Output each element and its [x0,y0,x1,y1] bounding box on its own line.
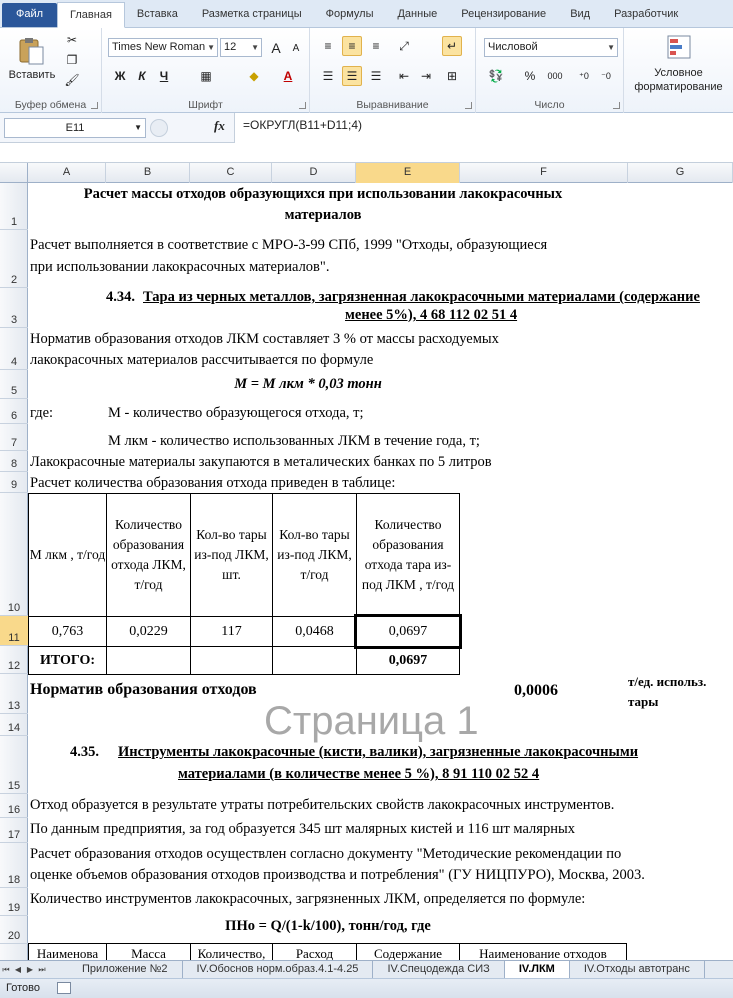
text-row-17: По данным предприятия, за год образуется 345 шт малярных кистей и 116 шт малярных [30,821,575,837]
row-header[interactable]: 1 [0,183,28,230]
align-bottom-icon[interactable]: ≡ [372,39,380,53]
text-row-18-line-1: Расчет образования отходов осуществлен согласно документу "Методические рекомендации по [30,846,622,862]
row-header[interactable]: 3 [0,288,28,328]
text-row-8: Лакокрасочные материалы закупаются в металических банках по 5 литров [30,454,492,470]
italic-button[interactable]: К [138,69,146,83]
insert-function-button[interactable]: fx [214,118,225,133]
table-header-cell[interactable]: Масса [106,943,191,960]
font-dialog-launcher[interactable] [299,102,306,109]
row-header[interactable]: 9 [0,472,28,493]
row-header[interactable]: 4 [0,328,28,370]
status-bar [0,978,733,998]
table-cell[interactable] [190,646,273,675]
norm-label: Норматив образования отходов [30,681,257,698]
borders-icon[interactable]: ▦ [200,69,212,83]
table-header-cell[interactable]: Расход [272,943,357,960]
tab-home[interactable]: Главная [57,2,125,28]
tab-page-layout[interactable]: Разметка страницы [201,8,302,20]
text-row-9: Расчет количества образования отхода приведен в таблице: [30,475,396,491]
page-break-watermark: Страница 1 [264,699,479,743]
last-sheet-icon[interactable]: ⏭ [38,964,46,974]
tab-insert[interactable]: Вставка [136,8,178,20]
text-row-16: Отход образуется в результате утраты потребительских свойств лакокрасочных инструментов. [30,797,615,813]
tab-file[interactable]: Файл [2,3,57,27]
format-painter-icon[interactable]: 🖌 [64,73,80,87]
row-header[interactable]: 2 [0,230,28,288]
sheet-tab[interactable]: IV.Спецодежда СИЗ [373,961,504,979]
prev-sheet-icon[interactable]: ◀ [14,965,22,974]
row-header[interactable]: 13 [0,674,28,714]
table-header-cell[interactable]: Кол-во тары из-под ЛКМ, т/год [272,493,357,617]
text-row-2-line-1: Расчет выполняется в соответствие с МРО-3-99 СПб, 1999 "Отходы, образующиеся [30,237,548,253]
paste-button[interactable] [8,32,54,70]
table-header-cell[interactable]: Количество образования отхода тара из-под ЛКМ , т/год [356,493,460,617]
alignment-label: Выравнивание [356,99,429,111]
row-header[interactable]: 7 [0,424,28,451]
status-text: Готово [6,982,40,994]
sheet-tab[interactable]: Приложение №2 [68,961,183,979]
table-header-cell[interactable]: Наименование отходов [459,943,627,960]
row-header[interactable]: 8 [0,451,28,472]
column-header-d[interactable]: D [272,163,356,183]
title-line-2: материалов [284,207,362,223]
row-headers [0,183,28,960]
section-title-4-35-line-1: Инструменты лакокрасочные (кисти, валики), загрязненные лакокрасочными [118,744,639,760]
column-header-a[interactable]: A [28,163,106,183]
decrease-indent-icon[interactable]: ⇤ [398,69,410,83]
clipboard-label: Буфер обмена [14,99,87,111]
select-all-corner[interactable] [0,163,28,183]
row-header[interactable]: 11 [0,616,28,646]
row-header[interactable]: 18 [0,843,28,888]
section-title-4-35-line-2: материалами (в количестве менее 5 %), 8 91 110 02 52 4 [178,766,540,782]
text-row-6-definition: М - количество образующегося отхода, т; [108,405,364,421]
chevron-down-icon: ▼ [607,43,615,52]
text-row-4-line-1: Норматив образования отходов ЛКМ составляет 3 % от массы расходуемых [30,331,499,347]
currency-icon[interactable]: 💱 [488,69,504,83]
tab-formulas[interactable]: Формулы [325,8,374,20]
norm-value: 0,0006 [514,682,558,699]
row-header[interactable]: 15 [0,736,28,794]
font-color-icon[interactable]: A [283,69,293,83]
merge-center-icon[interactable]: ⊞ [446,69,458,83]
total-label-cell[interactable]: ИТОГО: [28,646,107,675]
table-cell[interactable]: 0,763 [28,616,107,647]
table-header-cell[interactable]: Наименова [28,943,107,960]
column-header-b[interactable]: B [106,163,190,183]
row-header[interactable]: 5 [0,370,28,399]
tab-view[interactable]: Вид [570,8,591,20]
sheet-tab[interactable]: IV.Отходы автотранс [570,961,705,979]
column-headers [0,163,733,183]
table-cell[interactable]: 0,0468 [272,616,357,647]
table-cell[interactable] [106,646,191,675]
formula-bar [0,113,733,143]
title-line-1: Расчет массы отходов образующихся при использовании лакокрасочных [83,186,563,202]
row-header[interactable]: 16 [0,794,28,818]
table-header-cell[interactable]: Количество образования отхода ЛКМ, т/год [106,493,191,617]
sheet-tab[interactable]: IV.Обоснов норм.образ.4.1-4.25 [183,961,374,979]
table-header-cell[interactable]: М лкм , т/год [28,493,107,617]
row-header[interactable]: 19 [0,888,28,916]
alignment-dialog-launcher[interactable] [465,102,472,109]
row-header[interactable]: 12 [0,646,28,674]
formula-bar-handle[interactable] [150,119,168,137]
row-header[interactable]: 14 [0,714,28,736]
conditional-formatting-label-1[interactable]: Условное [654,67,703,79]
text-row-19: Количество инструментов лакокрасочных, загрязненных ЛКМ, определяется по формуле: [30,891,586,907]
number-format-combo[interactable] [484,38,618,57]
align-right-icon[interactable]: ☰ [370,69,382,83]
column-header-e[interactable]: E [356,163,460,183]
thousands-button[interactable]: 000 [547,71,563,81]
cut-icon[interactable]: ✂ [66,33,78,47]
align-left-icon[interactable]: ☰ [322,69,334,83]
font-label: Шрифт [188,99,223,111]
paste-icon [17,36,45,66]
wrap-text-icon[interactable]: ↵ [442,36,462,56]
increase-decimal-icon[interactable]: ⁺0 [579,70,589,81]
number-label: Число [534,99,565,111]
section-number-4-35: 4.35. [70,744,99,760]
norm-unit-line-1: т/ед. использ. [628,674,707,689]
number-format-value: Числовой [488,41,538,53]
clipboard-dialog-launcher[interactable] [91,102,98,109]
grow-font-button[interactable]: A [271,40,281,56]
shrink-font-button[interactable]: A [292,42,300,54]
name-box-value: E11 [65,122,85,134]
decrease-decimal-icon[interactable]: ⁻0 [601,70,611,81]
font-name-combo[interactable] [108,38,218,57]
chevron-down-icon: ▼ [207,43,215,52]
first-sheet-icon[interactable]: ⏮ [2,964,10,974]
tab-developer[interactable]: Разработчик [614,8,679,20]
table-cell[interactable]: 0,0229 [106,616,191,647]
table-header-cell[interactable]: Количество, [190,943,273,960]
selected-cell-e11[interactable]: 0,0697 [356,616,460,647]
ribbon [0,28,733,113]
row-header[interactable]: 17 [0,818,28,843]
norm-unit-line-2: тары [628,694,659,709]
sheet-tab-bar [0,960,733,978]
tab-review[interactable]: Рецензирование [461,8,547,20]
orientation-icon[interactable]: ⤢ [399,38,409,53]
text-row-18-line-2: оценке объемов образования отходов производства и потребления" (ГУ НИЦПУРО), Москва, 2003. [30,867,645,883]
number-dialog-launcher[interactable] [613,102,620,109]
formula-bar-expanded-area [0,143,733,163]
align-top-icon[interactable]: ≡ [324,39,332,53]
row-header[interactable]: 20 [0,916,28,944]
text-row-7-definition: М лкм - количество использованных ЛКМ в течение года, т; [108,433,480,449]
text-row-4-line-2: лакокрасочных материалов рассчитывается по формуле [30,352,374,368]
total-value-cell[interactable]: 0,0697 [356,646,460,675]
section-title-4-34-line-1: Тара из черных металлов, загрязненная лакокрасочными материалами (содержание [143,289,700,305]
percent-button[interactable]: % [524,69,536,83]
font-group [102,28,310,113]
underline-button[interactable]: Ч [159,69,169,83]
table-header-cell[interactable]: Кол-во тары из-под ЛКМ, шт. [190,493,273,617]
conditional-formatting-icon[interactable] [664,32,694,62]
chevron-down-icon: ▼ [251,43,259,52]
column-header-f[interactable]: F [460,163,628,183]
copy-icon[interactable]: ❐ [66,53,78,67]
formula-text: М = М лкм * 0,03 тонн [234,376,382,392]
bold-button[interactable]: Ж [114,69,126,83]
sheet-tab-active[interactable]: IV.ЛКМ [505,961,570,979]
column-header-g[interactable]: G [628,163,733,183]
worksheet[interactable] [28,183,733,960]
column-header-c[interactable]: C [190,163,272,183]
font-size-value: 12 [224,41,237,53]
formula-input[interactable]: =ОКРУГЛ(B11+D11;4) [234,113,733,143]
font-size-combo[interactable] [220,38,262,57]
formula-pno: ПНо = Q/(1-k/100), тонн/год, где [225,918,431,934]
clipboard-group [0,28,102,113]
text-row-6-label: где: [30,405,54,421]
text-row-2-line-2: при использовании лакокрасочных материалов". [30,259,330,275]
align-center-icon[interactable]: ☰ [342,66,362,86]
font-name-value: Times New Roman [112,41,206,53]
ribbon-tabs [0,0,733,28]
fill-color-icon[interactable]: ◆ [249,69,259,83]
section-number-4-34: 4.34. [106,289,135,305]
table-cell[interactable] [272,646,357,675]
align-middle-icon[interactable]: ≡ [342,36,362,56]
macro-record-icon[interactable] [57,982,71,994]
tab-data[interactable]: Данные [397,8,438,20]
conditional-formatting-label-2[interactable]: форматирование [634,81,723,93]
paste-label[interactable]: Вставить [8,69,56,81]
row-header[interactable]: 10 [0,493,28,616]
number-group [476,28,624,113]
table-header-cell[interactable]: Содержание [356,943,460,960]
table-cell[interactable]: 117 [190,616,273,647]
alignment-group [310,28,476,113]
section-title-4-34-line-2: менее 5%), 4 68 112 02 51 4 [345,307,518,323]
name-box[interactable] [4,118,146,138]
increase-indent-icon[interactable]: ⇥ [420,69,432,83]
next-sheet-icon[interactable]: ▶ [26,965,34,974]
chevron-down-icon: ▼ [134,123,142,132]
row-header[interactable]: 6 [0,399,28,424]
styles-group [624,28,733,113]
